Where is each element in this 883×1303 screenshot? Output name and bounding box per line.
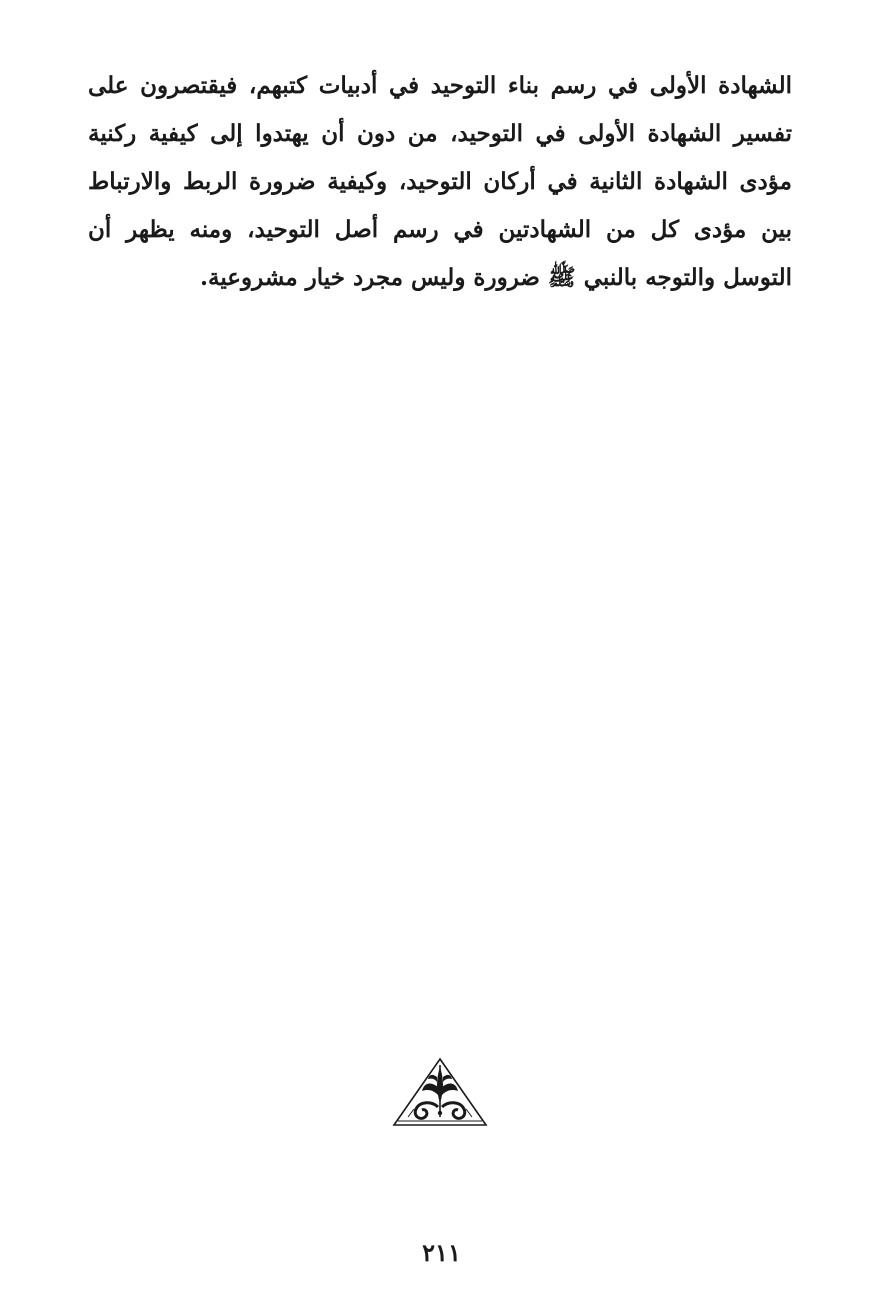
paragraph-line-5: التوسل والتوجه بالنبي ﷺ ضرورة وليس مجرد خيار مشروعية. (200, 264, 792, 291)
paragraph-line-1: الشهادة الأولى في رسم بناء التوحيد في أدبيات كتبهم، فيقتصرون على (88, 72, 792, 99)
paragraph-line-4: بين مؤدى كل من الشهادتين في رسم أصل التوحيد، ومنه يظهر أن (88, 216, 792, 243)
floral-triangle-ornament-icon (392, 1057, 488, 1129)
body-paragraph (88, 62, 792, 302)
page-number: ٢١١ (422, 1238, 461, 1267)
paragraph-line-3: مؤدى الشهادة الثانية في أركان التوحيد، وكيفية ضرورة الربط والارتباط (88, 168, 792, 195)
paragraph-line-2: تفسير الشهادة الأولى في التوحيد، من دون أن يهتدوا إلى كيفية ركنية (88, 120, 792, 147)
